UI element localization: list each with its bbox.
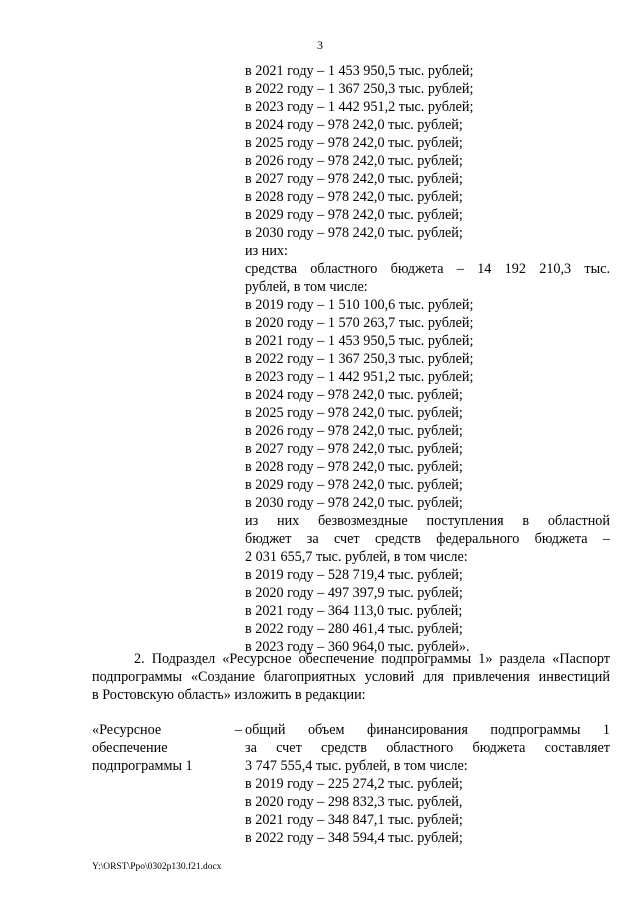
list-item: в 2019 году – 225 274,2 тыс. рублей; [245, 776, 463, 792]
list-item: в 2027 году – 978 242,0 тыс. рублей; [245, 171, 463, 187]
table-value-line: общий объем финансирования подпрограммы 1 [245, 722, 610, 738]
list-item: в 2023 году – 1 442 951,2 тыс. рублей; [245, 99, 474, 115]
table-value-line: 3 747 555,4 тыс. рублей, в том числе: [245, 758, 468, 774]
table-label-cell [92, 721, 242, 775]
table-label-text: «Ресурсное [92, 722, 162, 738]
regional-budget-line: рублей, в том числе: [245, 279, 368, 295]
table-value-line: за счет средств областного бюджета составляет [245, 740, 610, 756]
table-label-dash: – [234, 722, 242, 738]
list-item: в 2021 году – 1 453 950,5 тыс. рублей; [245, 333, 474, 349]
list-item: из них: [245, 243, 288, 259]
table-label-text: обеспечение [92, 740, 168, 756]
list-item: в 2029 году – 978 242,0 тыс. рублей; [245, 207, 463, 223]
list-item: в 2021 году – 364 113,0 тыс. рублей; [245, 603, 463, 619]
list-item: в 2029 году – 978 242,0 тыс. рублей; [245, 477, 463, 493]
list-item: в 2025 году – 978 242,0 тыс. рублей; [245, 405, 463, 421]
list-item: в 2028 году – 978 242,0 тыс. рублей; [245, 459, 463, 475]
list-item: в 2030 году – 978 242,0 тыс. рублей; [245, 495, 463, 511]
list-item: в 2019 году – 528 719,4 тыс. рублей; [245, 567, 463, 583]
list-item: в 2023 году – 360 964,0 тыс. рублей». [245, 639, 470, 655]
list-item: в 2020 году – 497 397,9 тыс. рублей; [245, 585, 463, 601]
list-item: в 2022 году – 348 594,4 тыс. рублей; [245, 830, 463, 846]
federal-funding-line: из них безвозмездные поступления в областной [245, 513, 610, 529]
footer-file-path: Y:\ORST\Ppo\0302p130.f21.docx [92, 862, 222, 872]
list-item: в 2027 году – 978 242,0 тыс. рублей; [245, 441, 463, 457]
federal-funding-line: 2 031 655,7 тыс. рублей, в том числе: [245, 549, 468, 565]
paragraph-line: в Ростовскую область» изложить в редакции: [92, 687, 366, 703]
list-item: в 2028 году – 978 242,0 тыс. рублей; [245, 189, 463, 205]
list-item: в 2023 году – 1 442 951,2 тыс. рублей; [245, 369, 474, 385]
funding-column-upper [245, 62, 610, 656]
list-item: в 2024 году – 978 242,0 тыс. рублей; [245, 117, 463, 133]
paragraph-line: подпрограммы «Создание благоприятных условий для привлечения инвестиций [92, 669, 610, 685]
amendment-paragraph [92, 650, 610, 704]
list-item: в 2022 году – 1 367 250,3 тыс. рублей; [245, 81, 474, 97]
table-value-cell [245, 721, 610, 847]
paragraph-line: 2. Подраздел «Ресурсное обеспечение подпрограммы 1» раздела «Паспорт [134, 651, 610, 667]
table-label-text: подпрограммы 1 [92, 758, 193, 774]
list-item: в 2022 году – 280 461,4 тыс. рублей; [245, 621, 463, 637]
page-number: 3 [317, 38, 323, 52]
regional-budget-line: средства областного бюджета – 14 192 210,3 тыс. [245, 261, 610, 277]
list-item: в 2021 году – 1 453 950,5 тыс. рублей; [245, 63, 474, 79]
list-item: в 2019 году – 1 510 100,6 тыс. рублей; [245, 297, 474, 313]
list-item: в 2020 году – 1 570 263,7 тыс. рублей; [245, 315, 474, 331]
list-item: в 2026 году – 978 242,0 тыс. рублей; [245, 153, 463, 169]
list-item: в 2030 году – 978 242,0 тыс. рублей; [245, 225, 463, 241]
list-item: в 2022 году – 1 367 250,3 тыс. рублей; [245, 351, 474, 367]
list-item: в 2020 году – 298 832,3 тыс. рублей, [245, 794, 463, 810]
list-item: в 2024 году – 978 242,0 тыс. рублей; [245, 387, 463, 403]
list-item: в 2021 году – 348 847,1 тыс. рублей; [245, 812, 463, 828]
federal-funding-line: бюджет за счет средств федерального бюджета – [245, 531, 610, 547]
list-item: в 2025 году – 978 242,0 тыс. рублей; [245, 135, 463, 151]
list-item: в 2026 году – 978 242,0 тыс. рублей; [245, 423, 463, 439]
